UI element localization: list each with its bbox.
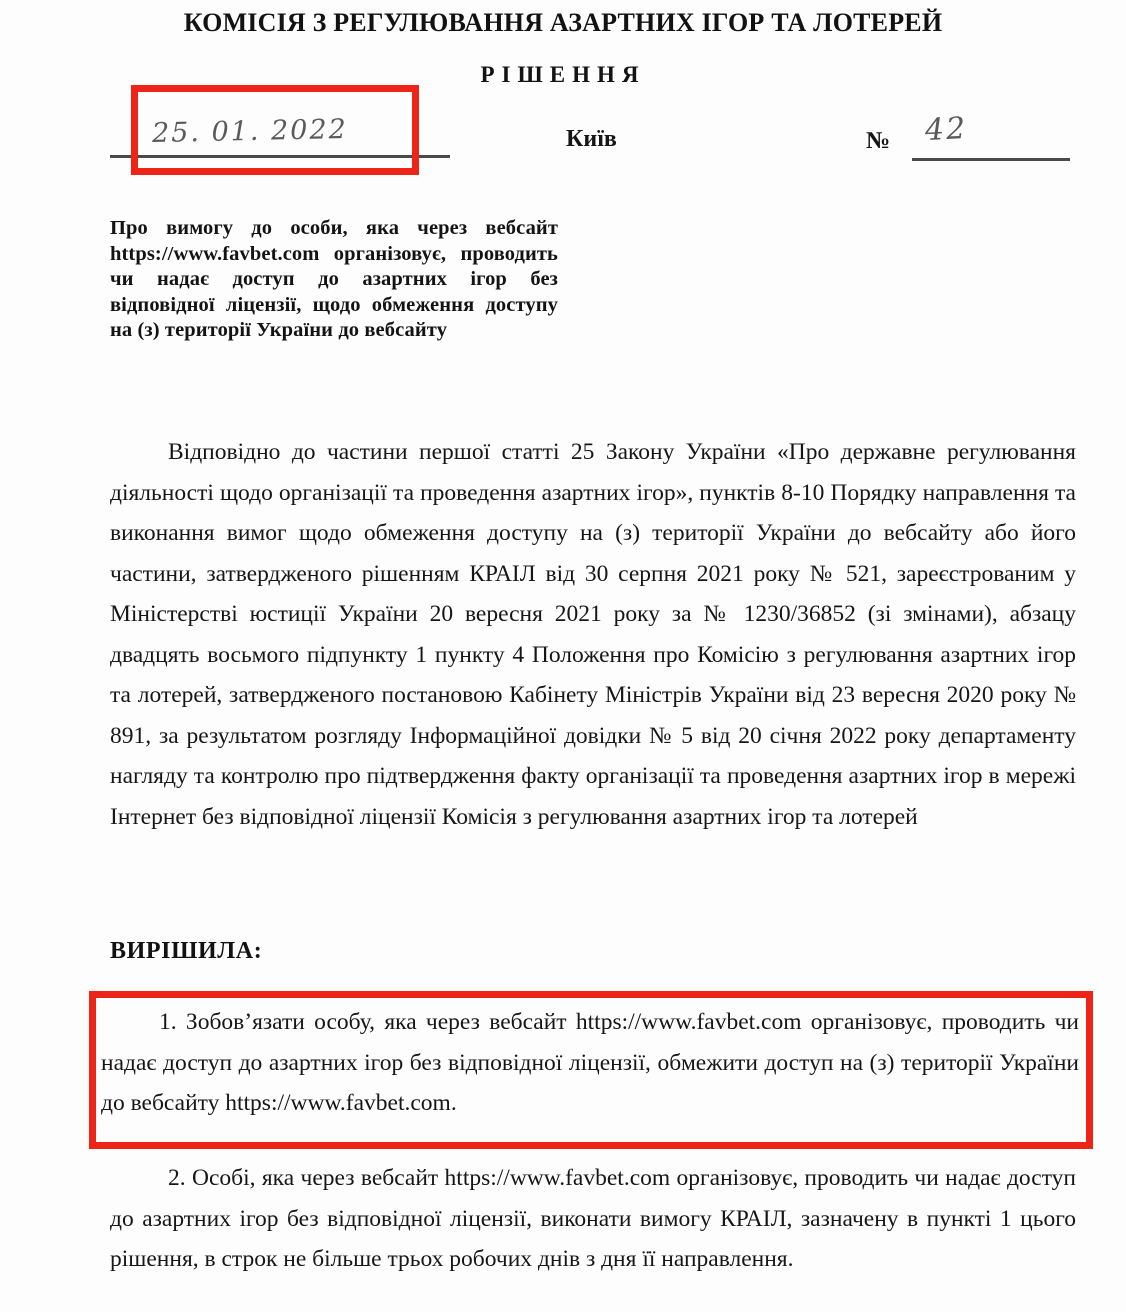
document-kind-heading: РІШЕННЯ — [480, 62, 646, 87]
subject-block: Про вимогу до особи, яка через вебсайт https://www.favbet.com організовує, проводить чи надає доступ до азартних ігор без відповідної ліцензії, щодо обмеження доступу на (з) території України до вебсайту — [110, 217, 558, 342]
preamble-paragraph: Відповідно до частини першої статті 25 Закону України «Про державне регулювання діяльності щодо організації та проведення азартних ігор», пунктів 8-10 Порядку направлення та виконання вимог щодо обмеження доступу на (з) території України до вебсайту або його частини, затвердженого рішенням КРАІЛ від 30 серпня 2021 року № 521, зареєстрованим у Міністерстві юстиції України 20 вересня 2021 року за № 1230/36852 (зі змінами), абзацу двадцять восьмого підпункту 1 пункту 4 Положення про Комісію з регулювання азартних ігор та лотерей, затвердженого постановою Кабінету Міністрів України від 23 вересня 2020 року № 891, за результатом розгляду Інформаційної довідки № 5 від 20 січня 2022 року департаменту нагляду та контролю про підтвердження факту організації та проведення азартних ігор в мережі Інтернет без відповідної ліцензії Комісія з регулювання азартних ігор та лотерей — [110, 439, 1076, 830]
decision-date-handwritten: 25. 01. 2022 — [151, 113, 349, 150]
city-label: Київ — [566, 126, 617, 152]
number-underline — [912, 158, 1070, 161]
clause-2-paragraph: 2. Особі, яка через вебсайт https://www.favbet.com організовує, проводить чи надає доступ до азартних ігор без відповідної ліцензії, виконати вимогу КРАІЛ, зазначену в пункті 1 цього рішення, в строк не більше трьох робочих днів з дня її направлення. — [110, 1165, 1076, 1272]
decision-number-handwritten: 42 — [924, 110, 969, 149]
date-underline — [110, 155, 450, 158]
number-sign-label: № — [866, 128, 891, 154]
clause-1-paragraph: 1. Зобов’язати особу, яка через вебсайт https://www.favbet.com організовує, проводить чи надає доступ до азартних ігор без відповідної ліцензії, обмежити доступ на (з) території України до вебсайту https://www.favbet.com. — [101, 1009, 1079, 1116]
decided-heading: ВИРІШИЛА: — [110, 938, 263, 964]
organization-title: КОМІСІЯ З РЕГУЛЮВАННЯ АЗАРТНИХ ІГОР ТА ЛОТЕРЕЙ — [183, 8, 943, 37]
document-meta-row — [0, 110, 1126, 180]
